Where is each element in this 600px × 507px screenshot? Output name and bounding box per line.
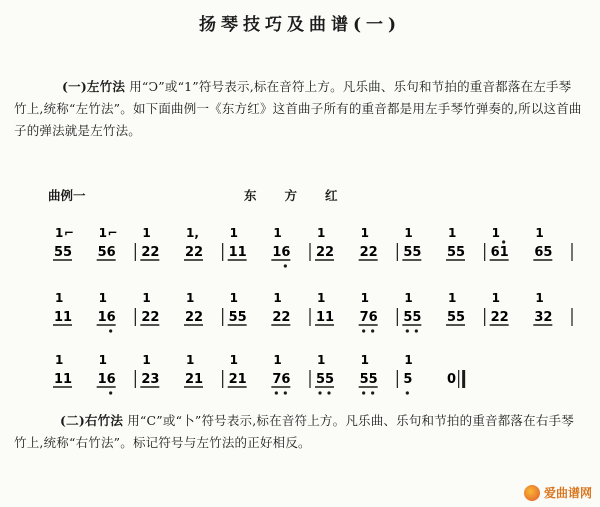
note: 5 bbox=[456, 245, 466, 260]
note: 5 bbox=[403, 245, 413, 260]
note: 5 bbox=[54, 245, 64, 260]
section1-heading: (一)左竹法 bbox=[62, 79, 126, 94]
hand-mark: 1 bbox=[404, 226, 413, 240]
note: 5 bbox=[403, 310, 413, 325]
hand-mark: 1 bbox=[317, 353, 326, 367]
note: 1 bbox=[63, 310, 73, 325]
hand-mark: 1 bbox=[535, 226, 544, 240]
note: 6 bbox=[281, 245, 291, 260]
hand-mark: 1 bbox=[360, 291, 370, 305]
note: 5 bbox=[316, 372, 326, 387]
octave-dot-below bbox=[327, 391, 330, 394]
watermark-text: 爱曲谱网 bbox=[543, 486, 592, 500]
note: 1 bbox=[237, 372, 247, 387]
note: 2 bbox=[185, 372, 195, 387]
hand-mark: 1 bbox=[491, 226, 501, 240]
page-title: 扬琴技巧及曲谱(一) bbox=[198, 15, 402, 35]
hand-mark: 1 bbox=[491, 291, 501, 305]
hand-mark: 1 bbox=[360, 353, 370, 367]
note: 2 bbox=[228, 372, 238, 387]
note: 5 bbox=[543, 245, 553, 260]
hand-mark: 1 bbox=[142, 353, 151, 367]
note: 5 bbox=[403, 372, 413, 387]
note: 2 bbox=[194, 310, 204, 325]
octave-dot-below bbox=[371, 391, 374, 394]
section2-body: 用“C”或“卜”符号表示,标在音符上方。凡乐曲、乐句和节拍的重音都落在右手琴竹上,统称“右竹法”。标记符号与左竹法的正好相反。 bbox=[14, 413, 574, 450]
octave-dot-below bbox=[415, 329, 418, 332]
note: 1 bbox=[325, 310, 335, 325]
note: 5 bbox=[63, 245, 73, 260]
note: 2 bbox=[141, 245, 151, 260]
note: 5 bbox=[447, 245, 457, 260]
note: 2 bbox=[281, 310, 291, 325]
note: 2 bbox=[368, 245, 378, 260]
octave-dot-below bbox=[284, 391, 287, 394]
note: 5 bbox=[447, 310, 457, 325]
note: 5 bbox=[359, 372, 369, 387]
hand-mark: 1 bbox=[55, 353, 64, 367]
hand-mark: 1 bbox=[317, 226, 326, 240]
section1-paragraph bbox=[14, 76, 582, 142]
hand-mark: 1 bbox=[186, 353, 195, 367]
song-title: 东方红 bbox=[244, 188, 366, 203]
hand-mark: 1 bbox=[535, 291, 544, 305]
note: 1 bbox=[272, 245, 282, 260]
example-label: 曲例一 bbox=[48, 188, 86, 203]
note: 6 bbox=[490, 245, 500, 260]
note: 3 bbox=[534, 310, 544, 325]
section1-body: 用“Ↄ”或“1”符号表示,标在音符上方。凡乐曲、乐句和节拍的重音都落在左手琴竹上,统称“左竹法”。如下面曲例一《东方红》这首曲子所有的重音都是用左手琴竹弹奏的,所以这首曲子的弹法就是左竹法。 bbox=[14, 79, 582, 138]
octave-dot-below bbox=[284, 264, 287, 267]
hand-mark: 1 bbox=[142, 226, 151, 240]
note: 6 bbox=[281, 372, 291, 387]
note: 1 bbox=[54, 310, 64, 325]
note: 1 bbox=[97, 372, 107, 387]
hand-mark: 1 bbox=[229, 226, 239, 240]
octave-dot-below bbox=[318, 391, 321, 394]
note: 5 bbox=[97, 245, 107, 260]
hand-mark: 1 bbox=[448, 291, 457, 305]
note: 2 bbox=[194, 245, 204, 260]
note: 5 bbox=[325, 372, 335, 387]
hand-mark: 1 bbox=[186, 291, 195, 305]
hand-mark: 1 bbox=[55, 226, 64, 240]
note: 1 bbox=[316, 310, 326, 325]
note: 5 bbox=[368, 372, 378, 387]
hand-mark: 1 bbox=[142, 291, 151, 305]
hand-mark: 1 bbox=[273, 291, 282, 305]
note: 2 bbox=[272, 310, 282, 325]
hand-mark: ⌐ bbox=[107, 226, 118, 240]
note: 5 bbox=[228, 310, 238, 325]
hand-mark: 1 bbox=[404, 291, 413, 305]
note: 2 bbox=[141, 310, 151, 325]
hand-mark: 1 bbox=[55, 291, 64, 305]
note: 2 bbox=[543, 310, 553, 325]
hand-mark: 1 bbox=[360, 226, 370, 240]
note: 5 bbox=[456, 310, 466, 325]
hand-mark: 1 bbox=[229, 291, 239, 305]
octave-dot-below bbox=[371, 329, 374, 332]
hand-mark: 1 bbox=[273, 353, 282, 367]
section2-heading: (二)右竹法 bbox=[60, 413, 124, 428]
note: 1 bbox=[54, 372, 64, 387]
note: 2 bbox=[490, 310, 500, 325]
note: 2 bbox=[150, 310, 160, 325]
note: 2 bbox=[359, 245, 369, 260]
note: 7 bbox=[359, 310, 369, 325]
hand-mark: 1, bbox=[186, 226, 199, 240]
note: 1 bbox=[97, 310, 107, 325]
note: 2 bbox=[150, 245, 160, 260]
octave-dot-below bbox=[362, 391, 365, 394]
hand-mark: 1 bbox=[448, 226, 457, 240]
note: 6 bbox=[106, 245, 116, 260]
note: 2 bbox=[185, 245, 195, 260]
note: 6 bbox=[368, 310, 378, 325]
section2-paragraph bbox=[14, 410, 582, 454]
note: 1 bbox=[194, 372, 204, 387]
octave-dot-below bbox=[275, 391, 278, 394]
hand-mark: 1 bbox=[98, 353, 108, 367]
note: 6 bbox=[106, 310, 116, 325]
note: 2 bbox=[316, 245, 326, 260]
note: 2 bbox=[499, 310, 509, 325]
note: 5 bbox=[412, 245, 422, 260]
hand-mark: 1 bbox=[404, 353, 413, 367]
octave-dot-below bbox=[109, 391, 112, 394]
note: 6 bbox=[106, 372, 116, 387]
hand-mark: 1 bbox=[98, 291, 108, 305]
note: 1 bbox=[499, 245, 509, 260]
octave-dot-above bbox=[502, 240, 505, 243]
octave-dot-below bbox=[406, 391, 409, 394]
note: 5 bbox=[412, 310, 422, 325]
octave-dot-below bbox=[109, 329, 112, 332]
note: 1 bbox=[228, 245, 238, 260]
hand-mark: ⌐ bbox=[64, 226, 75, 240]
hand-mark: 1 bbox=[273, 226, 282, 240]
hand-mark: 1 bbox=[98, 226, 108, 240]
note: 7 bbox=[272, 372, 282, 387]
octave-dot-below bbox=[362, 329, 365, 332]
note: 2 bbox=[141, 372, 151, 387]
note: 1 bbox=[237, 245, 247, 260]
hand-mark: 1 bbox=[317, 291, 326, 305]
octave-dot-below bbox=[406, 329, 409, 332]
note: 5 bbox=[237, 310, 247, 325]
music-logo-icon bbox=[524, 485, 540, 501]
note: 2 bbox=[325, 245, 335, 260]
note: 6 bbox=[534, 245, 544, 260]
note: 3 bbox=[150, 372, 160, 387]
watermark bbox=[524, 484, 592, 501]
hand-mark: 1 bbox=[229, 353, 239, 367]
note: 1 bbox=[63, 372, 73, 387]
note: 0 bbox=[447, 372, 457, 387]
note: 2 bbox=[185, 310, 195, 325]
